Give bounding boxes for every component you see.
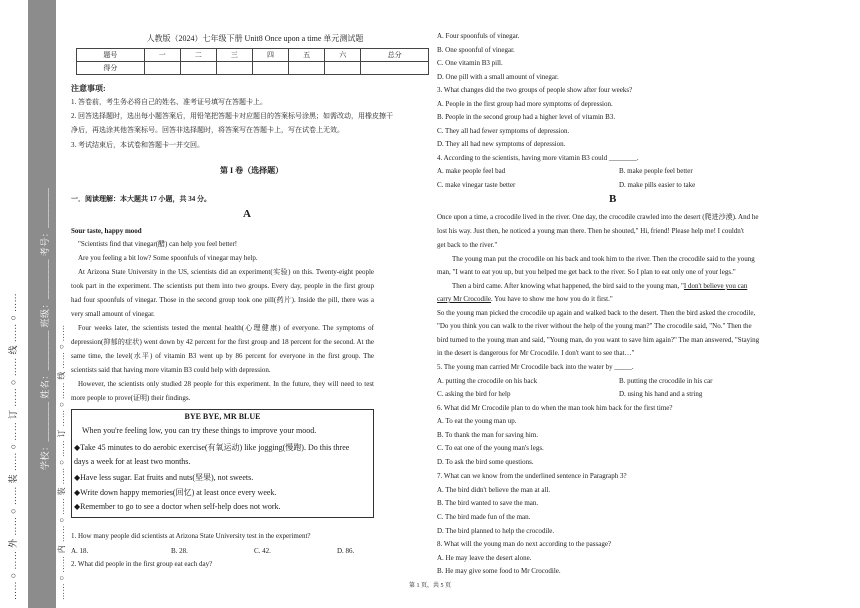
- score-header-cell: 三: [216, 49, 252, 62]
- question-option: C. One vitamin B3 pill.: [437, 59, 503, 67]
- notes-item: 1. 答卷前，考生务必将自己的姓名、准考证号填写在答题卡上。: [71, 98, 267, 106]
- score-header-cell: 总分: [361, 49, 429, 62]
- volume-title: 第 I 卷（选择题）: [220, 166, 284, 175]
- question-option: B. make people feel better: [619, 167, 693, 175]
- question-option: B. People in the second group had a higher level of vitamin B3.: [437, 113, 616, 121]
- page-footer: 第 1 页，共 5 页: [408, 583, 451, 589]
- passage-b-line: The young man put the crocodile on his back and took him to the river. Then the crocodile said to the young: [452, 255, 755, 263]
- question-option: A. Four spoonfuls of vinegar.: [437, 32, 520, 40]
- passage-a-paragraph: However, the scientists only studied 28 people for this experiment. In the future, they will need to test more people to prove(证明) their findings.: [71, 380, 374, 402]
- question-stem: 3. What changes did the two groups of people show after four weeks?: [437, 86, 633, 94]
- tips-box: [71, 409, 374, 518]
- question-stem: 8. What will the young man do next according to the passage?: [437, 540, 612, 548]
- notes-title: 注意事项:: [71, 84, 106, 93]
- question-option: A. make people feel bad: [437, 167, 506, 175]
- question-option: A. He may leave the desert alone.: [437, 554, 532, 562]
- binding-strip-inner: [56, 0, 66, 608]
- score-header-cell: 题号: [77, 49, 145, 62]
- passage-b-text: . You have to show me how you do it first.": [491, 295, 613, 303]
- passage-b-line: Once upon a time, a crocodile lived in the river. One day, the crocodile crawled into the desert (爬进沙漠). And he: [437, 213, 759, 221]
- question-option: D. 86.: [337, 547, 355, 555]
- passage-a-paragraph: "Scientists find that vinegar(醋) can help you feel better!: [78, 240, 238, 248]
- tips-box-line: ◆Take 45 minutes to do aerobic exercise(有氧运动) like jogging(慢跑). Do this three: [74, 443, 350, 452]
- question-option: D. They all had new symptoms of depression.: [437, 140, 566, 148]
- question-option: B. He may give some food to Mr Crocodile.: [437, 567, 561, 575]
- question-option: D. using his hand and a string: [619, 390, 703, 398]
- passage-a-paragraph: Are you feeling a bit low? Some spoonfuls of vinegar may help.: [78, 254, 258, 262]
- question-option: A. People in the first group had more symptoms of depression.: [437, 100, 613, 108]
- question-option: B. putting the crocodile in his car: [619, 377, 713, 385]
- question-stem: 5. The young man carried Mr Crocodile back into the water by _____.: [437, 363, 634, 371]
- score-cell: [325, 62, 361, 75]
- score-header-cell: 五: [289, 49, 325, 62]
- tips-box-line: ◆Write down happy memories(回忆) at least once every week.: [74, 488, 277, 497]
- question-option: A. putting the crocodile on his back: [437, 377, 538, 385]
- tips-box-line: days a week for at least two months.: [74, 457, 191, 466]
- passage-b-letter: B: [609, 193, 617, 205]
- passage-a-letter: A: [243, 208, 251, 220]
- question-stem: 4. According to the scientists, having more vitamin B3 could ________.: [437, 154, 639, 162]
- notes-item: 2. 回答选择题时，选出每小题答案后，用铅笔把答题卡对应题目的答案标号涂黑；如需改动，用橡皮擦干: [71, 112, 393, 120]
- question-option: A. To eat the young man up.: [437, 417, 517, 425]
- tips-box-line: ◆Have less sugar. Eat fruits and nuts(坚果), not sweets.: [74, 473, 254, 482]
- binding-strip-outer: [0, 0, 28, 608]
- notes-item: 3. 考试结束后，本试卷和答题卡一并交回。: [71, 141, 204, 149]
- passage-b-line: in the desert is dangerous for Mr Crocodile. I don't want to see that…": [437, 349, 635, 357]
- passage-b-line: [452, 281, 747, 292]
- question-option: B. To thank the man for saving him.: [437, 431, 539, 439]
- score-table: [76, 48, 429, 75]
- underlined-sentence: I don't believe you can: [683, 282, 748, 290]
- question-stem: 2. What did people in the first group eat each day?: [71, 560, 213, 568]
- binding-strip-fields: [28, 0, 56, 608]
- page-title: 人教版（2024）七年级下册 Unit8 Once upon a time 单元测试题: [146, 34, 364, 43]
- binding-student-fields: 学校：________ 姓名：________ 班级：________ 考号：________: [40, 187, 50, 470]
- question-option: C. To eat one of the young man's legs.: [437, 444, 544, 452]
- question-stem: 6. What did Mr Crocodile plan to do when the man took him back for the first time?: [437, 404, 673, 412]
- question-option: B. The bird wanted to save the man.: [437, 499, 539, 507]
- score-cell: [361, 62, 429, 75]
- passage-b-line: lost his way. Just then, he noticed a young man there. Then he shouted," Hi, friend! Please help me! I couldn't: [437, 227, 744, 235]
- passage-b-line: man, "I want to eat you up, but you helped me get back to the river. So I plan to eat only one of your legs.": [437, 268, 736, 276]
- passage-b-line: So the young man picked the crocodile up again and walked back to the desert. Then the bird asked the crocodile,: [437, 309, 756, 317]
- passage-b-line: "Do you think you can walk to the river without the help of the young man?" The crocodile said, "No." Then the: [437, 322, 752, 330]
- notes-item: 净后，再选涂其他答案标号。回答非选择题时，将答案写在答题卡上，写在试卷上无效。: [71, 126, 344, 134]
- section-title: 一．阅读理解：本大题共 17 小题，共 34 分。: [71, 195, 211, 203]
- question-option: B. One spoonful of vinegar.: [437, 46, 515, 54]
- question-option: D. The bird planned to help the crocodile.: [437, 527, 555, 535]
- tips-box-line: ◆Remember to go to see a doctor when self-help does not work.: [74, 502, 281, 511]
- score-cell: [144, 62, 180, 75]
- binding-outer-dots: …… ○ …… 外 …… ○ …… 装 …… ○ …… 订 …… ○ …… 线 …… ○ ……: [8, 292, 18, 600]
- binding-inner-dots: …… ○ …… 内 …… ○ …… 装 …… ○ …… 订 …… ○ …… 线 …… ○ ……: [57, 324, 66, 600]
- underlined-sentence: carry Mr Crocodile: [437, 295, 492, 303]
- question-option: C. They all had fewer symptoms of depression.: [437, 127, 570, 135]
- passage-b-line: bird turned to the young man and said, "Young man, do you want to save him again?" The man answered, "Staying: [437, 336, 760, 344]
- score-cell: [216, 62, 252, 75]
- question-option: D. One pill with a small amount of vinegar.: [437, 73, 559, 81]
- tips-box-line: When you're feeling low, you can try these things to improve your mood.: [82, 426, 317, 435]
- passage-a-paragraph: At Arizona State University in the US, scientists did an experiment(实验) on this. Twenty-eight people took part in the experiment. The scientists put them into two groups. Every day, people in the first group had four spoonfuls of vinegar. Those in the second group took one pill(药片). Inside the pill, there was a very small amount of vinegar.: [71, 268, 374, 318]
- passage-a-paragraph: Four weeks later, the scientists tested the mental health(心理健康) of everyone. The symptoms of depression(抑郁的症状) went down by 42 percent for the first group and 18 percent for the second. At the same time, the level(水平) of vitamin B3 went up by 86 percent for everyone in the first group. The scientists said that having more vitamin B3 could help with depression.: [71, 324, 374, 374]
- score-header-cell: 二: [180, 49, 216, 62]
- question-option: A. The bird didn't believe the man at all.: [437, 486, 551, 494]
- question-stem: 1. How many people did scientists at Arizona State University test in the experiment?: [71, 532, 311, 540]
- question-option: A. 18.: [71, 547, 89, 555]
- score-row-label: 得分: [77, 62, 145, 75]
- passage-b-line: get back to the river.": [437, 241, 498, 249]
- score-cell: [289, 62, 325, 75]
- score-cell: [180, 62, 216, 75]
- passage-a-title: Sour taste, happy mood: [71, 227, 142, 235]
- question-option: C. make vinegar taste better: [437, 181, 516, 189]
- question-stem: 7. What can we know from the underlined sentence in Paragraph 3?: [437, 472, 627, 480]
- question-option: C. The bird made fun of the man.: [437, 513, 531, 521]
- question-option: B. 28.: [171, 547, 188, 555]
- tips-box-title: BYE BYE, MR BLUE: [184, 412, 261, 421]
- question-option: D. make pills easier to take: [619, 181, 696, 189]
- score-cell: [252, 62, 288, 75]
- question-option: C. 42.: [254, 547, 271, 555]
- score-header-cell: 一: [144, 49, 180, 62]
- question-option: C. asking the bird for help: [437, 390, 511, 398]
- passage-b-text: Then a bird came. After knowing what happened, the bird said to the young man, ": [452, 282, 684, 290]
- question-option: D. To ask the bird some questions.: [437, 458, 534, 466]
- score-header-cell: 四: [252, 49, 288, 62]
- passage-b-line: [437, 294, 613, 305]
- score-header-cell: 六: [325, 49, 361, 62]
